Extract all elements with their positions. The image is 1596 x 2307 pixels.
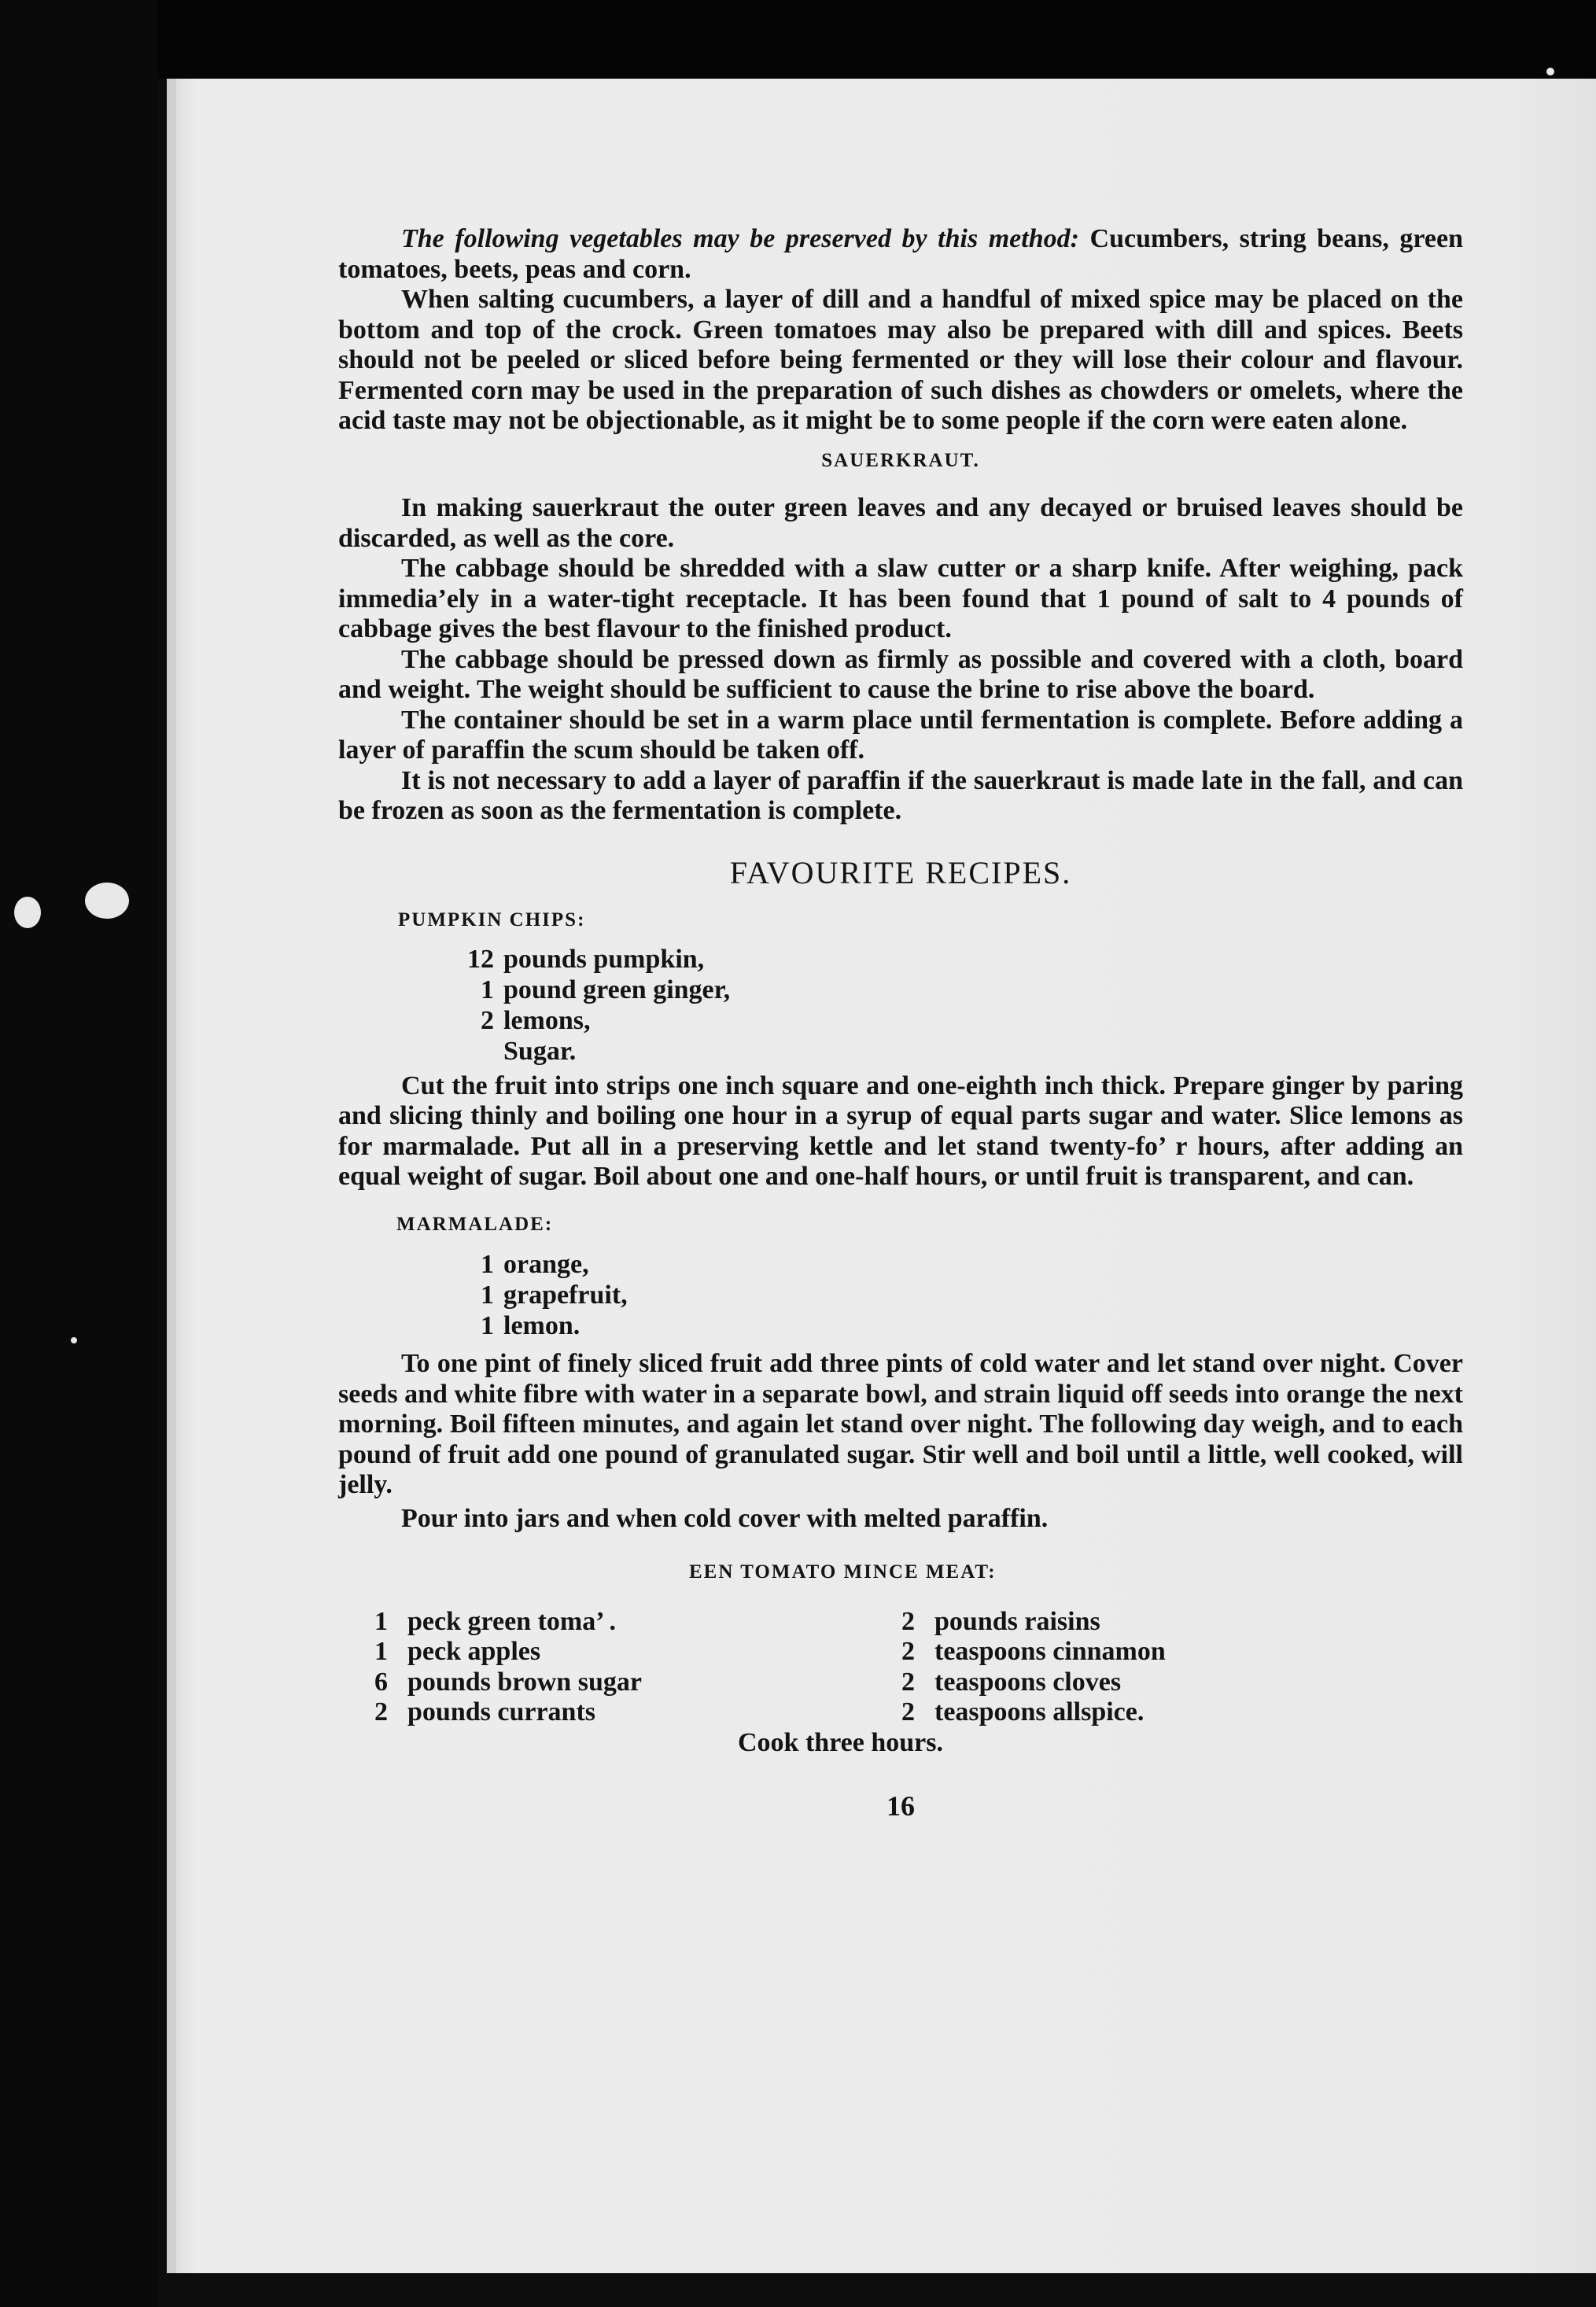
ingredient-qty: 2 <box>901 1606 915 1636</box>
mince-meat-left-column <box>374 1607 901 1728</box>
ingredient-row <box>374 1607 901 1638</box>
ingredient-qty: 2 <box>374 1697 388 1727</box>
ingredient-row <box>374 1668 901 1698</box>
ingredient-row <box>901 1668 1428 1698</box>
intro-lead: The following vegetables may be preserved by this method: <box>401 224 1079 253</box>
sauerkraut-paragraph: The cabbage should be shredded with a slaw cutter or a sharp knife. After weighing, pack immedia’ely in a water-tight receptacle. It has been found that 1 pound of salt to 4 pounds of cabbage gives the best flavour to the finished product. <box>338 554 1463 643</box>
ingredient-row <box>463 1280 1463 1310</box>
sauerkraut-paragraph: It is not necessary to add a layer of paraffin if the sauerkraut is made late in the fall, and can be frozen as soon as the fermentation is complete. <box>338 765 1463 825</box>
ingredient-item: peck green toma’ . <box>407 1606 617 1636</box>
ingredient-qty: 1 <box>374 1606 388 1636</box>
ingredient-qty: 12 <box>467 944 494 974</box>
mince-meat-heading: EEN TOMATO MINCE MEAT: <box>689 1561 997 1583</box>
scan-border-top <box>0 0 1596 79</box>
mince-meat-right-column <box>901 1607 1428 1728</box>
ingredient-qty: 1 <box>481 975 494 1004</box>
ingredient-item: lemons, <box>503 1005 591 1035</box>
page-binding-edge <box>167 79 176 2273</box>
sauerkraut-paragraph: The container should be set in a warm place until fermentation is complete. Before adding a layer of paraffin the scum should be taken off. <box>338 705 1463 765</box>
cucumber-paragraph: When salting cucumbers, a layer of dill and a handful of mixed spice may be placed on the bottom and top of the crock. Green tomatoes may also be prepared with dill and spices. Beets should not be peeled or sliced before being fermented or they will lose their colour and flavour. Fermented corn may be used in the preparation of such dishes as chowders or omelets, where the acid taste may not be objectionable, as it might be to some people if the corn were eaten alone. <box>338 285 1463 435</box>
ingredient-item: teaspoons cloves <box>934 1667 1122 1697</box>
ingredient-row <box>901 1637 1428 1668</box>
ingredient-row <box>463 1249 1463 1280</box>
ingredient-qty: 1 <box>374 1637 388 1666</box>
pumpkin-method: Cut the fruit into strips one inch square and one-eighth inch thick. Prepare ginger by paring and slicing thinly and boiling one hour in a syrup of equal parts sugar and water. Slice lemons as for marmalade. Put all in a preserving kettle and let stand twenty-fo’ r hours, after adding an equal weight of sugar. Boil about one and one-half hours, or until fruit is transparent, and can. <box>338 1071 1463 1191</box>
marmalade-method: To one pint of finely sliced fruit add three pints of cold water and let stand over night. Cover seeds and white fibre with water in a separate bowl, and strain liquid off seeds into orange the next morning. Boil fifteen minutes, and again let stand over night. The following day weigh, and to each pound of fruit add one pound of granulated sugar. Stir well and boil until a little, well cooked, will jelly. <box>338 1349 1463 1499</box>
ingredient-item: lemon. <box>503 1311 581 1340</box>
ingredient-item: pounds currants <box>407 1697 596 1727</box>
ingredient-row <box>463 975 1463 1005</box>
ingredient-item: grapefruit, <box>503 1281 628 1310</box>
ingredient-item: pounds raisins <box>934 1606 1100 1636</box>
ingredient-qty <box>463 1036 494 1067</box>
ingredient-qty: 1 <box>481 1311 494 1340</box>
ingredient-row <box>374 1697 901 1728</box>
mince-meat-cook: Cook three hours. <box>738 1727 943 1757</box>
ingredient-qty: 1 <box>481 1281 494 1310</box>
ingredient-item: teaspoons cinnamon <box>934 1637 1166 1666</box>
scan-border-left <box>0 0 157 2307</box>
pumpkin-chips-heading: PUMPKIN CHIPS: <box>398 909 586 931</box>
ingredient-row <box>463 1005 1463 1036</box>
page-content <box>338 224 1463 1822</box>
ingredient-item: pounds brown sugar <box>407 1667 642 1697</box>
scan-speck <box>1546 68 1554 76</box>
sauerkraut-paragraph: The cabbage should be pressed down as firmly as possible and covered with a cloth, board and weight. The weight should be sufficient to cause the brine to rise above the board. <box>338 644 1463 704</box>
marmalade-method-2: Pour into jars and when cold cover with melted paraffin. <box>401 1503 1049 1533</box>
sauerkraut-paragraph: In making sauerkraut the outer green leaves and any decayed or bruised leaves should be discarded, as well as the core. <box>338 493 1463 553</box>
ingredient-qty: 2 <box>481 1005 494 1035</box>
page-number: 16 <box>886 1790 915 1822</box>
ingredient-qty: 1 <box>481 1250 494 1279</box>
ingredient-row <box>901 1607 1428 1638</box>
ingredient-item: pound green ginger, <box>503 975 731 1004</box>
ingredient-row <box>463 944 1463 975</box>
ingredient-qty: 2 <box>901 1697 915 1727</box>
ingredient-row <box>463 1310 1463 1341</box>
marmalade-heading: MARMALADE: <box>396 1213 554 1235</box>
scan-speck <box>71 1337 77 1343</box>
scan-speck <box>14 897 41 928</box>
ingredient-qty: 2 <box>901 1667 915 1697</box>
ingredient-item: peck apples <box>407 1637 541 1666</box>
favourite-recipes-heading: FAVOURITE RECIPES. <box>729 854 1072 890</box>
intro-text: Cucumbers, string beans, green tomatoes, beets, peas and corn. <box>338 224 1463 284</box>
ingredient-item: orange, <box>503 1250 589 1279</box>
ingredient-row <box>374 1637 901 1668</box>
mince-meat-ingredients <box>374 1607 1463 1728</box>
marmalade-ingredients <box>463 1249 1463 1341</box>
ingredient-item: teaspoons allspice. <box>934 1697 1144 1727</box>
ingredient-qty: 2 <box>901 1637 915 1666</box>
sauerkraut-heading: SAUERKRAUT. <box>821 449 980 471</box>
ingredient-item: pounds pumpkin, <box>503 944 705 974</box>
scan-speck <box>85 883 129 919</box>
ingredient-row <box>463 1036 1463 1067</box>
ingredient-row <box>901 1697 1428 1728</box>
pumpkin-ingredients <box>463 944 1463 1067</box>
intro-paragraph <box>338 224 1463 285</box>
ingredient-item: Sugar. <box>503 1036 577 1066</box>
ingredient-qty: 6 <box>374 1667 388 1697</box>
